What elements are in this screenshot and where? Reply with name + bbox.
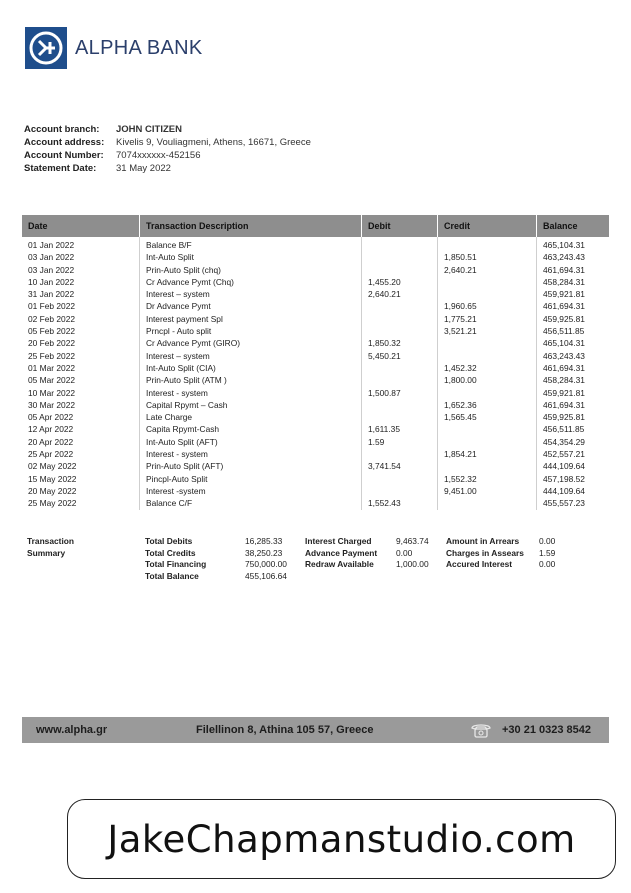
cell-debit: 5,450.21 <box>362 350 438 362</box>
cell-debit: 1,455.20 <box>362 276 438 288</box>
cell-date: 20 Apr 2022 <box>22 436 140 448</box>
cell-credit: 1,775.21 <box>438 313 537 325</box>
cell-balance: 463,243.43 <box>543 350 585 361</box>
cell-credit <box>438 276 537 288</box>
table-row <box>22 237 609 251</box>
cell-balance: 456,511.85 <box>543 424 585 435</box>
cell-description: Interest - system <box>140 448 362 460</box>
cell-balance: 461,694.31 <box>543 264 585 275</box>
cell-description: Cr Advance Pymt (GIRO) <box>140 337 362 349</box>
bank-logo <box>25 27 203 69</box>
cell-debit <box>362 485 438 497</box>
cell-description: Int-Auto Split (CIA) <box>140 362 362 374</box>
cell-date: 03 Jan 2022 <box>22 251 140 263</box>
cell-description: Late Charge <box>140 411 362 423</box>
table-row <box>22 460 609 472</box>
header-date: Date <box>22 215 140 237</box>
cell-credit: 1,960.65 <box>438 300 537 312</box>
cell-balance: 455,557.23 <box>543 498 585 509</box>
transactions-body <box>22 237 609 510</box>
cell-description: Prin-Auto Split (chq) <box>140 264 362 276</box>
cell-balance: 465,104.31 <box>543 338 585 349</box>
redraw-available-value: 1,000.00 <box>396 559 429 570</box>
cell-description: Prin-Auto Split (AFT) <box>140 460 362 472</box>
account-info <box>24 123 311 175</box>
cell-debit <box>362 300 438 312</box>
table-row <box>22 350 609 362</box>
telephone-icon <box>470 721 492 742</box>
cell-credit: 1,652.36 <box>438 399 537 411</box>
advance-payment-label: Advance Payment <box>305 547 378 558</box>
redraw-available-label: Redraw Available <box>305 559 374 570</box>
address-label: Account address: <box>24 137 105 148</box>
cell-debit <box>362 313 438 325</box>
table-row <box>22 485 609 497</box>
cell-date: 31 Jan 2022 <box>22 288 140 300</box>
cell-debit: 2,640.21 <box>362 288 438 300</box>
header-description: Transaction Description <box>140 215 362 237</box>
table-row <box>22 399 609 411</box>
total-credits-value: 38,250.23 <box>245 547 283 558</box>
cell-credit <box>438 497 537 509</box>
cell-balance: 452,557.21 <box>543 449 585 460</box>
summary-title-line2: Summary <box>27 547 66 558</box>
statement-date-label: Statement Date: <box>24 163 97 174</box>
cell-debit <box>362 362 438 374</box>
table-row <box>22 264 609 276</box>
cell-date: 30 Mar 2022 <box>22 399 140 411</box>
advance-payment-value: 0.00 <box>396 547 413 558</box>
charges-in-arrears-value: 1.59 <box>539 547 556 558</box>
cell-balance: 459,925.81 <box>543 412 585 423</box>
cell-description: Interest -system <box>140 485 362 497</box>
table-row <box>22 374 609 386</box>
cell-date: 02 Feb 2022 <box>22 313 140 325</box>
cell-date: 12 Apr 2022 <box>22 423 140 435</box>
cell-date: 10 Mar 2022 <box>22 387 140 399</box>
table-row <box>22 313 609 325</box>
cell-date: 03 Jan 2022 <box>22 264 140 276</box>
cell-debit: 3,741.54 <box>362 460 438 472</box>
accured-interest-label: Accured Interest <box>446 559 513 570</box>
cell-balance: 457,198.52 <box>543 473 585 484</box>
account-number-label: Account Number: <box>24 150 104 161</box>
cell-balance: 444,109.64 <box>543 485 585 496</box>
cell-debit <box>362 251 438 263</box>
cell-balance: 456,511.85 <box>543 326 585 337</box>
cell-credit: 3,521.21 <box>438 325 537 337</box>
cell-description: Int-Auto Split (AFT) <box>140 436 362 448</box>
cell-date: 25 May 2022 <box>22 497 140 509</box>
cell-description: Prncpl - Auto split <box>140 325 362 337</box>
cell-debit <box>362 411 438 423</box>
cell-debit: 1,611.35 <box>362 423 438 435</box>
cell-balance: 458,284.31 <box>543 276 585 287</box>
alpha-logo-icon <box>25 27 67 69</box>
cell-debit: 1,850.32 <box>362 337 438 349</box>
table-row <box>22 387 609 399</box>
table-row <box>22 251 609 263</box>
cell-debit <box>362 237 438 251</box>
watermark-text: JakeChapmanstudio.com <box>107 817 576 861</box>
cell-description: Interest payment Spl <box>140 313 362 325</box>
table-row <box>22 325 609 337</box>
cell-debit <box>362 473 438 485</box>
cell-date: 25 Feb 2022 <box>22 350 140 362</box>
cell-balance: 458,284.31 <box>543 375 585 386</box>
cell-debit: 1,500.87 <box>362 387 438 399</box>
cell-date: 20 May 2022 <box>22 485 140 497</box>
cell-description: Dr Advance Pymt <box>140 300 362 312</box>
cell-debit <box>362 325 438 337</box>
summary-title-line1: Transaction <box>27 536 75 546</box>
total-financing-label: Total Financing <box>145 559 207 570</box>
branch-value: JOHN CITIZEN <box>116 124 182 135</box>
cell-balance: 454,354.29 <box>543 436 585 447</box>
table-row <box>22 497 609 509</box>
cell-date: 20 Feb 2022 <box>22 337 140 349</box>
cell-debit <box>362 448 438 460</box>
cell-credit <box>438 237 537 251</box>
cell-debit <box>362 374 438 386</box>
charges-in-arrears-label: Charges in Assears <box>446 547 524 558</box>
cell-description: Interest – system <box>140 288 362 300</box>
cell-credit: 1,800.00 <box>438 374 537 386</box>
header-balance: Balance <box>537 215 610 237</box>
table-row <box>22 411 609 423</box>
cell-balance: 459,925.81 <box>543 313 585 324</box>
cell-balance: 463,243.43 <box>543 252 585 263</box>
table-row <box>22 288 609 300</box>
cell-date: 01 Jan 2022 <box>22 237 140 251</box>
transactions-table <box>22 215 609 510</box>
cell-description: Interest - system <box>140 387 362 399</box>
table-row <box>22 362 609 374</box>
cell-description: Pincpl-Auto Split <box>140 473 362 485</box>
cell-description: Balance C/F <box>140 497 362 509</box>
header-credit: Credit <box>438 215 537 237</box>
table-row <box>22 436 609 448</box>
table-row <box>22 276 609 288</box>
bank-name: ALPHA BANK <box>75 36 203 59</box>
cell-balance: 459,921.81 <box>543 289 585 300</box>
cell-credit: 2,640.21 <box>438 264 537 276</box>
cell-description: Prin-Auto Split (ATM ) <box>140 374 362 386</box>
cell-description: Capital Rpymt – Cash <box>140 399 362 411</box>
cell-description: Int-Auto Split <box>140 251 362 263</box>
table-header-row <box>22 215 609 237</box>
table-row <box>22 337 609 349</box>
header-debit: Debit <box>362 215 438 237</box>
cell-debit <box>362 399 438 411</box>
cell-date: 05 Mar 2022 <box>22 374 140 386</box>
cell-debit <box>362 264 438 276</box>
cell-description: Interest – system <box>140 350 362 362</box>
cell-date: 02 May 2022 <box>22 460 140 472</box>
cell-date: 25 Apr 2022 <box>22 448 140 460</box>
cell-credit: 1,552.32 <box>438 473 537 485</box>
cell-credit <box>438 423 537 435</box>
cell-balance: 461,694.31 <box>543 301 585 312</box>
statement-date-value: 31 May 2022 <box>116 163 171 174</box>
website-link[interactable]: www.alpha.gr <box>36 724 108 736</box>
cell-date: 05 Apr 2022 <box>22 411 140 423</box>
cell-balance: 459,921.81 <box>543 387 585 398</box>
total-balance-value: 455,106.64 <box>245 570 287 581</box>
accured-interest-value: 0.00 <box>539 559 556 570</box>
branch-label: Account branch: <box>24 124 100 135</box>
cell-date: 05 Feb 2022 <box>22 325 140 337</box>
bank-address: Filellinon 8, Athina 105 57, Greece <box>196 724 374 736</box>
total-credits-label: Total Credits <box>145 547 196 558</box>
cell-date: 15 May 2022 <box>22 473 140 485</box>
total-debits-value: 16,285.33 <box>245 536 283 546</box>
table-row <box>22 448 609 460</box>
amount-in-arrears-label: Amount in Arrears <box>446 536 520 546</box>
cell-debit: 1,552.43 <box>362 497 438 509</box>
cell-credit <box>438 387 537 399</box>
cell-credit: 1,850.51 <box>438 251 537 263</box>
footer-bar <box>22 717 609 743</box>
interest-charged-value: 9,463.74 <box>396 536 429 546</box>
table-row <box>22 473 609 485</box>
total-financing-value: 750,000.00 <box>245 559 287 570</box>
cell-credit: 1,452.32 <box>438 362 537 374</box>
cell-date: 01 Feb 2022 <box>22 300 140 312</box>
cell-debit: 1.59 <box>362 436 438 448</box>
cell-credit: 9,451.00 <box>438 485 537 497</box>
cell-credit <box>438 288 537 300</box>
cell-credit <box>438 337 537 349</box>
phone-number[interactable]: +30 21 0323 8542 <box>502 724 592 736</box>
table-row <box>22 423 609 435</box>
interest-charged-label: Interest Charged <box>305 536 372 546</box>
total-balance-label: Total Balance <box>145 570 199 581</box>
cell-date: 10 Jan 2022 <box>22 276 140 288</box>
amount-in-arrears-value: 0.00 <box>539 536 556 546</box>
watermark-box <box>67 799 616 879</box>
cell-credit <box>438 350 537 362</box>
cell-description: Balance B/F <box>140 237 362 251</box>
cell-balance: 461,694.31 <box>543 399 585 410</box>
cell-date: 01 Mar 2022 <box>22 362 140 374</box>
cell-balance: 444,109.64 <box>543 461 585 472</box>
cell-description: Capita Rpymt-Cash <box>140 423 362 435</box>
table-row <box>22 300 609 312</box>
cell-balance: 465,104.31 <box>543 240 585 250</box>
cell-description: Cr Advance Pymt (Chq) <box>140 276 362 288</box>
cell-credit: 1,565.45 <box>438 411 537 423</box>
account-number-value: 7074xxxxxx-452156 <box>116 150 201 161</box>
total-debits-label: Total Debits <box>145 536 193 546</box>
cell-credit <box>438 436 537 448</box>
cell-credit <box>438 460 537 472</box>
cell-credit: 1,854.21 <box>438 448 537 460</box>
cell-balance: 461,694.31 <box>543 362 585 373</box>
address-value: Kivelis 9, Vouliagmeni, Athens, 16671, Greece <box>116 137 311 148</box>
